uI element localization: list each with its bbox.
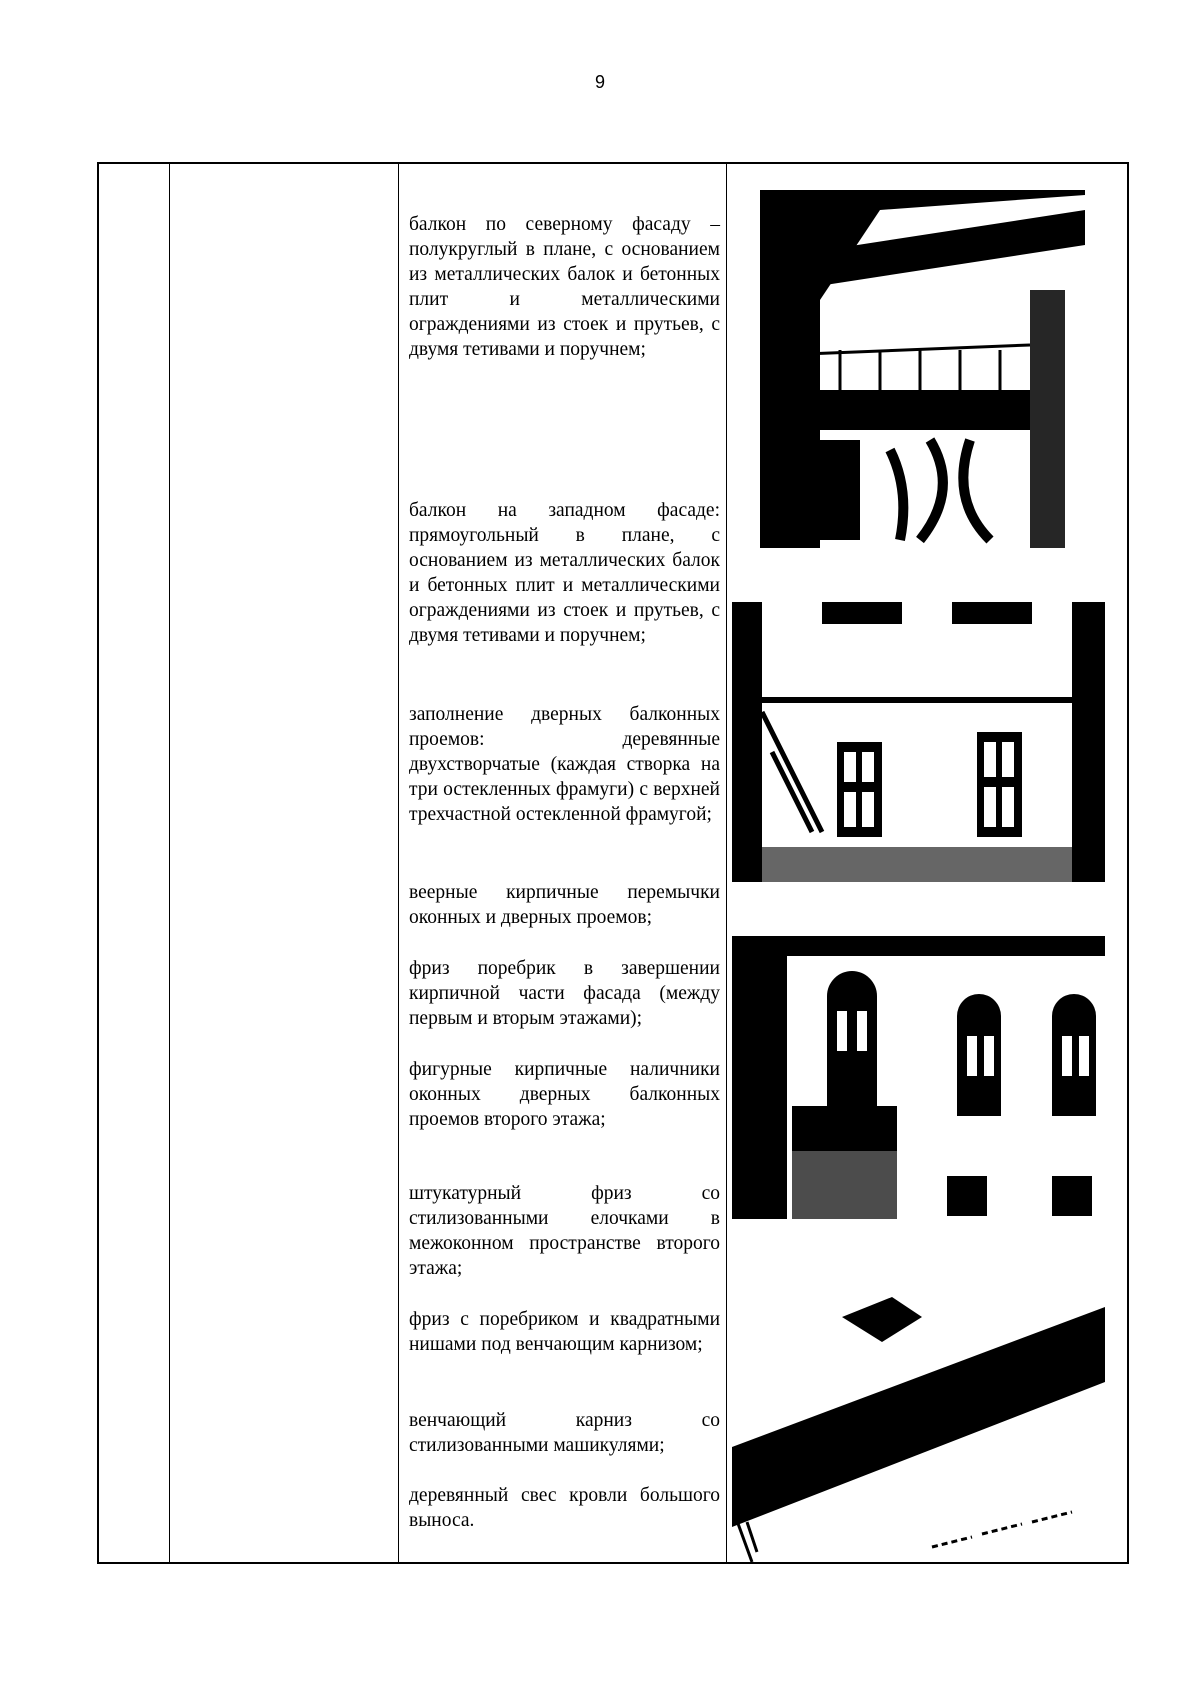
photo-cornice — [732, 1272, 1105, 1562]
heritage-table — [97, 162, 1129, 1564]
description-item: венчающий карниз со стилизованными машикулями; — [409, 1410, 720, 1456]
description-item: веерные кирпичные перемычки оконных и дверных проемов; — [409, 882, 720, 928]
description-item: деревянный свес кровли большого выноса. — [409, 1485, 720, 1531]
description-item: штукатурный фриз со стилизованными елочками в межоконном пространстве второго этажа; — [409, 1183, 720, 1279]
description-item: заполнение дверных балконных проемов: деревянные двухстворчатые (каждая створка на три остекленных фрамуги) с верхней трехчастной остекленной фрамугой; — [409, 704, 720, 825]
description-item: фигурные кирпичные наличники оконных дверных балконных проемов второго этажа; — [409, 1059, 720, 1130]
photo-north-balcony — [760, 190, 1085, 548]
description-item: фриз с поребриком и квадратными нишами под венчающим карнизом; — [409, 1309, 720, 1355]
page-number: 9 — [594, 72, 605, 92]
column-divider — [398, 164, 399, 1562]
column-divider — [726, 164, 727, 1562]
description-item: балкон по северному фасаду – полукруглый в плане, с основанием из металлических балок и бетонных плит и металлическими ограждениями из стоек и прутьев, с двумя тетивами и поручнем; — [409, 214, 720, 360]
description-item: балкон на западном фасаде: прямоугольный в плане, с основанием из металлических балок и бетонных плит и металлическими ограждениями из стоек и прутьев, с двумя тетивами и поручнем; — [409, 500, 720, 646]
photo-west-facade — [732, 602, 1105, 882]
column-divider — [169, 164, 170, 1562]
photo-arched-windows — [732, 936, 1105, 1219]
description-item: фриз поребрик в завершении кирпичной части фасада (между первым и вторым этажами); — [409, 958, 720, 1029]
